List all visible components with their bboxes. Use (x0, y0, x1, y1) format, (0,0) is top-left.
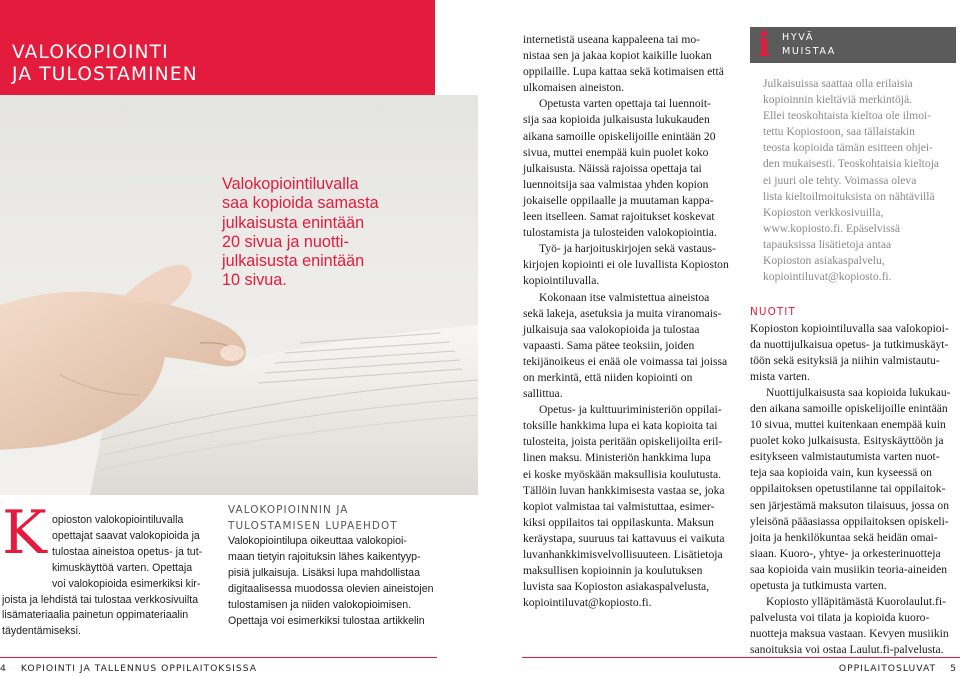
info-line: tettu Kopiostoon, saa tällaistakin (763, 125, 915, 139)
paragraph (523, 96, 735, 241)
body-line: tulostamista ja tulosteiden valokopiointia. (523, 226, 717, 240)
body-line: pisiä julkaisuja. Lisäksi lupa mahdollistaa (228, 566, 420, 579)
body-line: Opetus- ja kulttuuriministeriön oppilai- (539, 403, 722, 417)
body-line: tekijänoikeus ei enää ole voimassa tai joissa (523, 354, 728, 368)
body-line: oppilaille. Lupa kattaa sekä kotimaisen että (523, 65, 724, 79)
intro-line: lisämateriaalia painetun oppimateriaalin (2, 609, 189, 622)
paragraph (523, 290, 735, 403)
body-line: sallittua. (523, 387, 563, 401)
intro-line: kimuskäyttöä varten. Opettaja (52, 561, 193, 574)
info-line: Julkaisuissa saattaa olla erilaisia (763, 77, 913, 90)
title-banner (0, 0, 435, 95)
body-line: Valokopiointilupa oikeuttaa valokopioi- (228, 535, 407, 547)
body-line: kopiointiluvat@kopiosto.fi. (523, 596, 652, 610)
body-line: sivua, muttei enempää kuin puolet koko (523, 145, 709, 159)
body-line: sija saa kopioida julkaisusta lukukauden (523, 113, 710, 127)
pull-quote-line: 20 sivua ja nuotti- (222, 232, 349, 251)
info-label-line-1: HYVÄ (782, 32, 814, 43)
intro-line: opioston valokopiointiluvalla (52, 514, 184, 526)
intro-line: tulostaa aineistoa opetus- ja tut- (52, 545, 203, 558)
body-line: Opetusta varten opettaja tai luennoit- (539, 97, 711, 111)
info-label-line-2: MUISTAA (782, 46, 836, 57)
body-line: aikana samoille opiskelijoille enintään 20 (523, 129, 716, 143)
body-line: tulostamisen ja niiden valokopioimisen. (228, 598, 412, 611)
section-lupaehdot (228, 503, 438, 629)
info-line: ei juuri ole tehty. Voimassa oleva (763, 173, 917, 187)
title-line-1: VALOKOPIOINTI (12, 42, 169, 63)
body-line: puolet koko julkaisusta. Esityskäyttöön ja (750, 434, 944, 448)
body-line: teja saa kopioida vain, kun kyseessä on (750, 466, 932, 480)
body-line: nistaa sen ja jakaa kopiot kaikille luokan (523, 49, 712, 63)
body-line: töön sekä esityksiä ja niihin valmistautu- (750, 353, 940, 367)
body-line: nuotteja maksua vastaan. Kevyen musiikin (750, 627, 949, 641)
body-line: linen maksu. Ministeriön hankkima lupa (523, 451, 711, 465)
body-line: Kopioston kopiointiluvalla saa valokopioi- (750, 321, 949, 335)
info-line: Kopioston asiakaspalvelu, (763, 254, 885, 268)
body-line: siaan. Kuoro-, yhtye- ja orkesterinuotteja (750, 546, 941, 560)
body-line: ulkomaisen aineiston. (523, 81, 625, 95)
body-line: 10 sivua, muttei kuitenkaan enempää kuin (750, 418, 946, 432)
info-line: kopioinnin kieltäviä merkintöjä. (763, 93, 913, 107)
paragraph (523, 241, 735, 289)
pull-quote (222, 175, 387, 291)
body-line: saa kopioida vain musiikin teoria-aineiden (750, 562, 948, 576)
body-line: julkaisuja saa valokopioida ja tulostaa (523, 322, 700, 336)
body-line: mista varten. (750, 369, 810, 383)
info-box-header (750, 27, 956, 63)
info-icon: i (757, 25, 771, 65)
intro-line: täydentämiseksi. (2, 625, 81, 638)
body-line: kopiot valmistaa tai valmistuttaa, esimer- (523, 499, 715, 513)
footer-right-text: OPPILAITOSLUVAT (838, 663, 937, 674)
body-line: sekä lakeja, asetuksia ja muita viranomais- (523, 306, 722, 320)
body-line: Kopiosto ylläpitämästä Kuorolaulut.fi- (766, 595, 946, 609)
body-line: ei koske myöskään maksullisia koulutusta. (523, 467, 722, 481)
body-line: Nuottijulkaisusta saa kopioida lukukau- (766, 385, 951, 399)
pull-quote-line: julkaisusta enintään (222, 252, 365, 271)
body-line: joita ja henkilökuntaa sekä heidän omai- (750, 530, 938, 544)
body-line: maan tietyin rajoituksin lähes kaikentyyp- (228, 550, 421, 563)
info-line: lista kieltoilmoituksista on nähtävillä (763, 189, 935, 203)
section-nuotit (750, 305, 960, 658)
intro-paragraph (2, 498, 214, 640)
info-box-label (782, 31, 836, 59)
body-line: kirjojen kopiointi ei ole luvallista Kopioston (523, 258, 729, 272)
body-line: kopiointiluvalla. (523, 274, 600, 288)
body-line: opetusta ja tutkimusta varten. (750, 579, 887, 592)
body-line: Opettaja voi esimerkiksi tulostaa artikkelin (228, 614, 425, 627)
body-line: internetistä useana kappaleena tai mo- (523, 33, 701, 46)
info-line: www.kopiosto.fi. Epäselvissä (763, 221, 901, 235)
drop-cap: K (2, 498, 47, 568)
paragraph (750, 321, 960, 385)
section-heading-line-1: VALOKOPIOINNIN JA (228, 504, 349, 516)
info-line: Ellei teoskohtaista kieltoa ole ilmoi- (763, 109, 932, 123)
info-box-body (763, 76, 958, 285)
body-line: julkaisusta. Näissä rajoissa opettaja tai (523, 161, 702, 175)
footer-left-text: KOPIOINTI JA TALLENNUS OPPILAITOKSISSA (20, 663, 257, 674)
body-line: oppilaitoksen opetustilanne tai oppilaitok- (750, 482, 946, 496)
intro-line: joista ja lehdistä tai tulostaa verkkosivuilta (2, 593, 199, 606)
body-line: keräystapa, suuruus tai kattavuus ei vaikuta (523, 531, 725, 545)
hand-on-book-photo (0, 95, 478, 495)
body-line: luvista saa Kopioston asiakaspalvelusta, (523, 580, 710, 594)
intro-line: voi valokopioida esimerkiksi kir- (52, 577, 201, 590)
info-line: Kopioston verkkosivuilla, (763, 205, 884, 219)
pull-quote-line: Valokopiointiluvalla (222, 175, 359, 193)
body-line: vapaasti. Sama pätee teoksiin, joiden (523, 338, 695, 352)
pull-quote-line: julkaisusta enintään (222, 213, 365, 232)
section-heading: NUOTIT (750, 306, 796, 318)
body-line: digitaalisessa muodossa olevien aineistojen (228, 582, 434, 595)
footer-left (0, 663, 257, 674)
footer-rule-left (0, 657, 437, 658)
body-line: kiksi oppilaitos tai oppilaskunta. Maksun (523, 515, 714, 529)
title-line-2: JA TULOSTAMINEN (12, 64, 198, 85)
info-line: tapauksissa lisätietoja antaa (763, 237, 892, 251)
body-line: Kokonaan itse valmistettua aineistoa (539, 290, 710, 304)
body-line: luvanhankkimisvelvollisuuteen. Lisätietoja (523, 548, 723, 561)
body-line: yleisönä pääasiassa oppilaitoksen opiskeli- (750, 514, 949, 528)
body-line: jokaiselle oppilaalle ja muutaman kappa- (523, 193, 714, 207)
paragraph (523, 402, 735, 611)
footer-right (839, 663, 957, 674)
body-line: da nuottijulkaisua opetus- ja tutkimuskäyt- (750, 337, 949, 351)
paragraph (750, 594, 960, 658)
info-line: teosta kopioida tämän esitteen ohjei- (763, 141, 933, 155)
body-line: sanoituksia voi ostaa Laulut.fi-palvelusta. (750, 643, 944, 657)
body-line: esitykseen valmistautumista varten nuot- (750, 450, 940, 464)
body-line: on merkintä, että niiden kopiointi on (523, 370, 693, 384)
body-line: palvelusta voi tilata ja kopioida kuoro- (750, 611, 930, 625)
body-line: luennoitsija saa valmistaa yhden kopion (523, 177, 709, 191)
body-line: tulosteita, joista peritään opiskelijoilta eril- (523, 435, 723, 449)
body-line: Työ- ja harjoituskirjojen sekä vastaus- (539, 242, 716, 256)
body-line: Tällöin luvan hankkimisesta vastaa se, joka (523, 483, 725, 497)
pull-quote-line: 10 sivua. (222, 271, 287, 290)
page-number-right: 5 (950, 663, 957, 674)
paragraph (523, 32, 735, 96)
body-line: den aikana samoille opiskelijoille enintään (750, 401, 948, 415)
info-line: kopiointiluvat@kopiosto.fi. (763, 270, 892, 284)
photo-illustration (0, 95, 478, 495)
intro-line: opettajat saavat valokopioida ja (52, 529, 200, 542)
footer-rule-right (522, 657, 960, 658)
pull-quote-line: saa kopioida samasta (222, 194, 379, 213)
body-line: maksullisen kopioinnin ja koulutuksen (523, 564, 703, 578)
body-line: toksille hankkima lupa ei kata kopioita tai (523, 419, 718, 433)
body-line: sen järjestämä maksuton tilaisuus, jossa on (750, 498, 949, 512)
body-column-3 (523, 32, 735, 611)
page-number-left: 4 (0, 663, 7, 674)
info-line: den mukaisesti. Teoskohtaisia kieltoja (763, 157, 940, 171)
paragraph (750, 385, 960, 594)
body-line: leen itselleen. Samat rajoitukset koskevat (523, 210, 715, 224)
section-heading-line-2: TULOSTAMISEN LUPAEHDOT (228, 519, 398, 532)
